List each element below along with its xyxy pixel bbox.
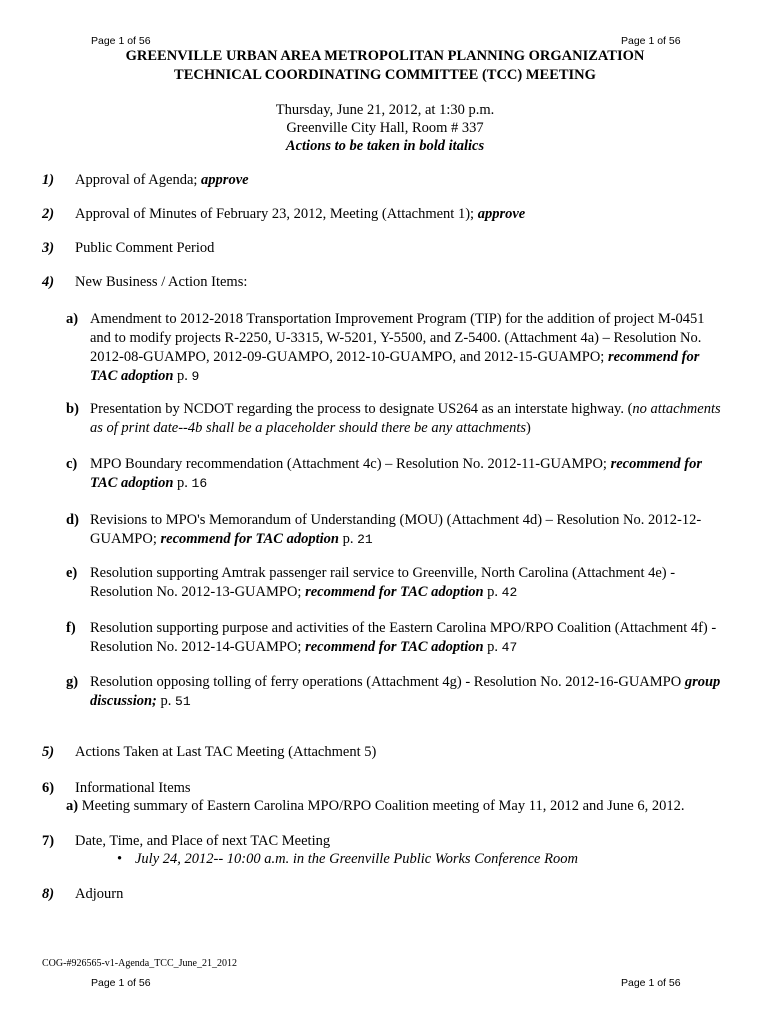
page-prefix: p. bbox=[173, 368, 192, 384]
meeting-location: Greenville City Hall, Room # 337 bbox=[286, 120, 484, 136]
subitem-action: recommend for TAC adoption bbox=[305, 584, 484, 600]
subitem-text: Presentation by NCDOT regarding the process to designate US264 as an interstate highway. ( bbox=[90, 401, 633, 417]
page-prefix: p. bbox=[156, 693, 176, 709]
page-reference: 9 bbox=[191, 369, 200, 384]
document-title-line2: TECHNICAL COORDINATING COMMITTEE (TCC) MEETING bbox=[174, 67, 596, 83]
agenda-item-7: Date, Time, and Place of next TAC Meeting bbox=[75, 833, 331, 849]
subitem-label: a) bbox=[66, 311, 79, 327]
subitem-italic-note: no attachments as of print date--4b shall be a placeholder should there be any attachments bbox=[90, 401, 721, 436]
subitem-label: d) bbox=[66, 512, 79, 528]
agenda-item-3: Public Comment Period bbox=[75, 240, 215, 256]
page-reference: 16 bbox=[191, 476, 208, 491]
subitem-action: recommend for TAC adoption bbox=[305, 639, 484, 655]
meeting-date: Thursday, June 21, 2012, at 1:30 p.m. bbox=[275, 102, 495, 118]
actions-note: Actions to be taken in bold italics bbox=[285, 138, 485, 154]
item-number: 5) bbox=[42, 744, 55, 760]
subitem-label: f) bbox=[66, 620, 76, 636]
subitem-action: recommend for TAC adoption bbox=[90, 456, 703, 491]
subitem-text: Amendment to 2012-2018 Transportation Improvement Program (TIP) for the addition of project M-0451 and to modify projects R-2250, U-3315, W-5201, Y-5500, and Z-5400. (Attachment 4a) – Resolution No. 2012-08-GUAMPO, 2012-09-GUAMPO, 2012-10-GUAMPO, and 2012-15-GUAMPO; bbox=[90, 311, 705, 365]
subitem-close: ) bbox=[526, 420, 531, 436]
subitem-text: Meeting summary of Eastern Carolina MPO/RPO Coalition meeting of May 11, 2012 and June 6, 2012. bbox=[81, 798, 685, 814]
subitem-4g bbox=[66, 673, 726, 711]
item-action: approve bbox=[477, 206, 526, 222]
subitem-label: g) bbox=[66, 674, 79, 690]
subitem-4e bbox=[66, 564, 726, 602]
page-label-bottom-right: Page 1 of 56 bbox=[621, 977, 681, 989]
item-text: Approval of Agenda; bbox=[75, 172, 202, 188]
page-reference: 51 bbox=[175, 694, 191, 709]
item-number: 4) bbox=[42, 274, 55, 290]
subitem-4c bbox=[66, 455, 726, 493]
subitem-4b bbox=[66, 400, 726, 438]
subitem-text: Resolution supporting Amtrak passenger rail service to Greenville, North Carolina (Attachment 4e) - Resolution No. 2012-13-GUAMPO; bbox=[90, 565, 676, 600]
subitem-label: b) bbox=[66, 401, 79, 417]
agenda-item-2 bbox=[75, 206, 525, 223]
next-meeting-bullet bbox=[117, 851, 578, 868]
agenda-item-6: Informational Items bbox=[75, 780, 191, 796]
bullet-glyph: • bbox=[117, 851, 123, 867]
page-prefix: p. bbox=[483, 639, 502, 655]
item-number: 8) bbox=[42, 886, 55, 902]
subitem-text: Resolution supporting purpose and activities of the Eastern Carolina MPO/RPO Coalition (Attachment 4f) - Resolution No. 2012-14-GUAMPO; bbox=[90, 620, 717, 655]
subitem-text: MPO Boundary recommendation (Attachment 4c) – Resolution No. 2012-11-GUAMPO; bbox=[90, 456, 611, 472]
page-prefix: p. bbox=[483, 584, 502, 600]
subitem-label: e) bbox=[66, 565, 78, 581]
subitem-label: a) bbox=[66, 798, 79, 814]
info-subitem-6a bbox=[66, 798, 684, 815]
subitem-text: Resolution opposing tolling of ferry operations (Attachment 4g) - Resolution No. 2012-16-GUAMPO bbox=[90, 674, 685, 690]
item-number: 7) bbox=[42, 833, 55, 849]
subitem-action: recommend for TAC adoption bbox=[160, 531, 339, 547]
item-number: 2) bbox=[42, 206, 55, 222]
page-prefix: p. bbox=[173, 475, 192, 491]
subitem-label: c) bbox=[66, 456, 78, 472]
item-number: 3) bbox=[42, 240, 55, 256]
item-number: 6) bbox=[42, 780, 55, 796]
subitem-action: group discussion; bbox=[90, 674, 721, 709]
page-reference: 21 bbox=[357, 532, 373, 547]
document-title-line1: GREENVILLE URBAN AREA METROPOLITAN PLANNING ORGANIZATION bbox=[125, 48, 645, 64]
page-label-bottom-left: Page 1 of 56 bbox=[91, 977, 151, 989]
item-number: 1) bbox=[42, 172, 55, 188]
document-code: COG-#926565-v1-Agenda_TCC_June_21_2012 bbox=[42, 958, 237, 969]
page-label-top-left: Page 1 of 56 bbox=[91, 35, 151, 47]
subitem-text: Revisions to MPO's Memorandum of Understanding (MOU) (Attachment 4d) – Resolution No. 2012-12-GUAMPO; bbox=[90, 512, 702, 547]
item-text: Approval of Minutes of February 23, 2012, Meeting (Attachment 1); bbox=[75, 206, 478, 222]
agenda-item-1 bbox=[75, 172, 249, 189]
subitem-action: recommend for TAC adoption bbox=[90, 349, 700, 384]
agenda-item-5: Actions Taken at Last TAC Meeting (Attachment 5) bbox=[75, 744, 377, 760]
agenda-item-4: New Business / Action Items: bbox=[75, 274, 248, 290]
subitem-4d bbox=[66, 511, 726, 549]
item-action: approve bbox=[201, 172, 249, 188]
subitem-4f bbox=[66, 619, 726, 657]
subitem-4a bbox=[66, 310, 726, 386]
agenda-item-8: Adjourn bbox=[75, 886, 124, 902]
page-prefix: p. bbox=[338, 531, 358, 547]
page-reference: 47 bbox=[501, 640, 518, 655]
page-reference: 42 bbox=[501, 585, 518, 600]
next-meeting-text: July 24, 2012-- 10:00 a.m. in the Greenville Public Works Conference Room bbox=[135, 851, 578, 867]
page-label-top-right: Page 1 of 56 bbox=[621, 35, 681, 47]
